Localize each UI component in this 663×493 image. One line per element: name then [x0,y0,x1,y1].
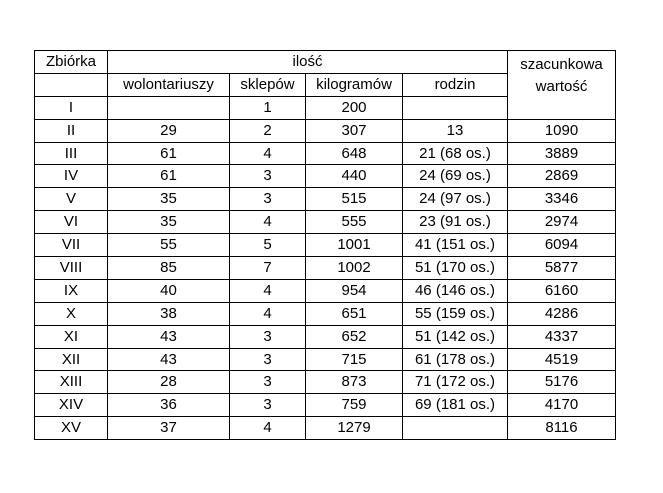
collection-table [34,50,616,440]
table-row [35,142,616,165]
cell-kilogramow: 440 [306,165,403,188]
cell-wartosc: 4286 [508,302,616,325]
table-row [35,371,616,394]
cell-sklepow: 4 [230,211,306,234]
cell-zbiorka: XIII [35,371,108,394]
cell-wolontariuszy: 28 [108,371,230,394]
cell-wartosc: 6094 [508,234,616,257]
cell-kilogramow: 652 [306,325,403,348]
cell-rodzin: 55 (159 os.) [403,302,508,325]
cell-wartosc: 3346 [508,188,616,211]
cell-rodzin: 71 (172 os.) [403,371,508,394]
header-ilosc: ilość [108,51,508,74]
cell-sklepow: 3 [230,371,306,394]
cell-kilogramow: 1001 [306,234,403,257]
cell-sklepow: 3 [230,188,306,211]
cell-kilogramow: 1279 [306,417,403,440]
cell-kilogramow: 715 [306,348,403,371]
cell-sklepow: 3 [230,165,306,188]
cell-rodzin: 41 (151 os.) [403,234,508,257]
header-sklepow: sklepów [230,73,306,96]
cell-wolontariuszy: 61 [108,142,230,165]
cell-wolontariuszy: 43 [108,348,230,371]
cell-wolontariuszy: 29 [108,119,230,142]
cell-wartosc: 3889 [508,142,616,165]
table-row [35,119,616,142]
cell-zbiorka: IV [35,165,108,188]
cell-wolontariuszy: 85 [108,257,230,280]
cell-wolontariuszy: 55 [108,234,230,257]
header-zbiorka: Zbiórka [35,51,108,74]
table-row [35,394,616,417]
cell-sklepow: 3 [230,348,306,371]
cell-zbiorka: XIV [35,394,108,417]
cell-zbiorka: II [35,119,108,142]
cell-sklepow: 3 [230,325,306,348]
table-row [35,279,616,302]
cell-wartosc: 4337 [508,325,616,348]
cell-wolontariuszy: 37 [108,417,230,440]
header-zbiorka-blank [35,73,108,96]
cell-rodzin: 51 (142 os.) [403,325,508,348]
cell-wolontariuszy: 35 [108,188,230,211]
cell-sklepow: 4 [230,302,306,325]
cell-wartosc: 5877 [508,257,616,280]
table-row [35,417,616,440]
cell-wartosc: 5176 [508,371,616,394]
cell-zbiorka: VI [35,211,108,234]
cell-wartosc: 1090 [508,119,616,142]
table-row [35,257,616,280]
cell-wartosc: 2974 [508,211,616,234]
cell-zbiorka: IX [35,279,108,302]
cell-wartosc: 2869 [508,165,616,188]
cell-zbiorka: VII [35,234,108,257]
cell-kilogramow: 954 [306,279,403,302]
cell-sklepow: 3 [230,394,306,417]
cell-zbiorka: I [35,96,108,119]
cell-kilogramow: 515 [306,188,403,211]
table-row [35,188,616,211]
cell-kilogramow: 555 [306,211,403,234]
cell-wartosc: 4519 [508,348,616,371]
cell-wolontariuszy: 35 [108,211,230,234]
cell-wolontariuszy: 38 [108,302,230,325]
cell-kilogramow: 759 [306,394,403,417]
cell-zbiorka: XII [35,348,108,371]
table-row [35,325,616,348]
table-row [35,165,616,188]
cell-rodzin: 69 (181 os.) [403,394,508,417]
cell-zbiorka: XI [35,325,108,348]
cell-zbiorka: III [35,142,108,165]
cell-rodzin: 46 (146 os.) [403,279,508,302]
cell-rodzin: 51 (170 os.) [403,257,508,280]
cell-wolontariuszy [108,96,230,119]
cell-sklepow: 2 [230,119,306,142]
cell-kilogramow: 1002 [306,257,403,280]
cell-rodzin: 61 (178 os.) [403,348,508,371]
header-rodzin: rodzin [403,73,508,96]
header-wartosc-line1: szacunkowa [520,56,603,73]
cell-sklepow: 5 [230,234,306,257]
header-row-top [35,51,616,74]
cell-wartosc: 6160 [508,279,616,302]
cell-kilogramow: 307 [306,119,403,142]
cell-zbiorka: XV [35,417,108,440]
cell-zbiorka: X [35,302,108,325]
cell-wolontariuszy: 43 [108,325,230,348]
header-wolontariuszy: wolontariuszy [108,73,230,96]
cell-rodzin [403,417,508,440]
cell-wolontariuszy: 40 [108,279,230,302]
cell-kilogramow: 648 [306,142,403,165]
header-kilogramow: kilogramów [306,73,403,96]
cell-rodzin [403,96,508,119]
cell-sklepow: 4 [230,279,306,302]
cell-rodzin: 24 (69 os.) [403,165,508,188]
cell-wartosc: 8116 [508,417,616,440]
table-row [35,348,616,371]
cell-sklepow: 7 [230,257,306,280]
cell-rodzin: 23 (91 os.) [403,211,508,234]
table-row [35,234,616,257]
cell-zbiorka: VIII [35,257,108,280]
cell-sklepow: 1 [230,96,306,119]
header-wartosc [508,51,616,120]
header-wartosc-line2: wartość [535,78,588,95]
cell-rodzin: 24 (97 os.) [403,188,508,211]
cell-rodzin: 21 (68 os.) [403,142,508,165]
cell-kilogramow: 200 [306,96,403,119]
cell-kilogramow: 651 [306,302,403,325]
cell-wolontariuszy: 36 [108,394,230,417]
cell-zbiorka: V [35,188,108,211]
cell-wartosc: 4170 [508,394,616,417]
cell-kilogramow: 873 [306,371,403,394]
table-row [35,211,616,234]
cell-wolontariuszy: 61 [108,165,230,188]
cell-sklepow: 4 [230,417,306,440]
cell-rodzin: 13 [403,119,508,142]
cell-sklepow: 4 [230,142,306,165]
table-row [35,302,616,325]
